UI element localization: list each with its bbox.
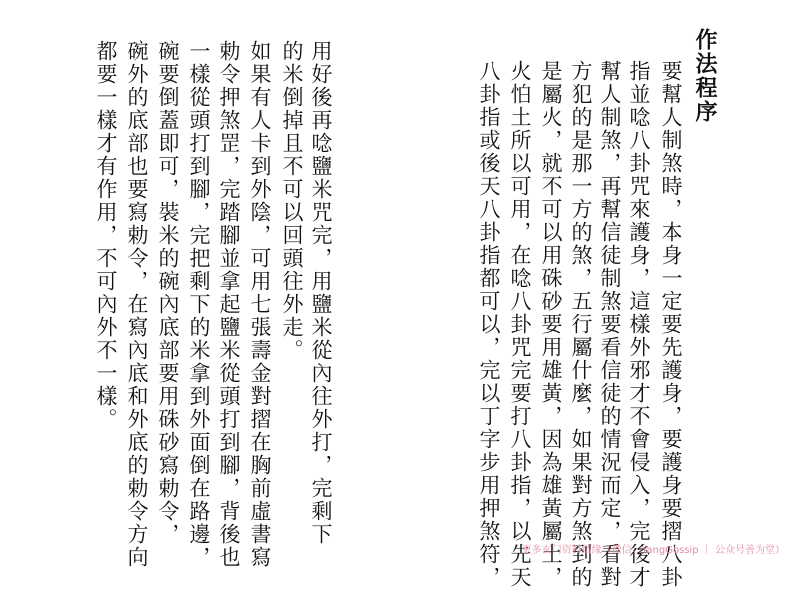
text-column: 指並唸八卦咒來護身，這樣外邪才不會侵入，完後才 [627,60,651,589]
text-column: 火怕土所以可用，在唸八卦咒完要打八卦指，以先天 [508,60,532,589]
text-column: 用好後再唸鹽米咒完，用鹽米從內往外打，完剩下 [309,40,333,546]
text-column: 都要一樣才有作用，不可內外不一樣。 [94,40,118,431]
text-column: 要幫人制煞時，本身一定要先護身，要護身要摺八卦 [659,60,683,589]
text-column: 的米倒掉且不可以回頭往外走。 [280,40,304,362]
text-column: 方犯的是那一方的煞，五行屬什麼，如果對方煞到的 [569,60,593,589]
text-column: 是屬火，就不可以用硃砂要用雄黃，因為雄黃屬土， [539,60,563,589]
text-column: 如果有人卡到外陰，可用七張壽金對摺在胸前虛書寫 [248,40,272,569]
text-column: 一樣從頭打到腳，完把剩下的米拿到外面倒在路邊， [187,40,211,569]
text-column: 幫人制煞，再幫信徒制煞要看信徒的情況而定，看對 [598,60,622,589]
text-column: 碗外的底部也要寫勅令，在寫內底和外底的勅令方向 [125,40,149,569]
text-column: 碗要倒蓋即可，裝米的碗內底部要用硃砂寫勅令， [156,40,180,546]
text-column: 勅令押煞罡，完踏腳並拿起鹽米從頭打到腳，背後也 [217,40,241,569]
watermark-text: 更多玄门资料结缘（微信：YangGossip ｜ 公众号善为堂） [521,545,785,556]
section-title: 作法程序 [692,28,718,124]
text-column: 八卦指或後天八卦指都可以，完以丁字步用押煞符， [477,60,501,589]
